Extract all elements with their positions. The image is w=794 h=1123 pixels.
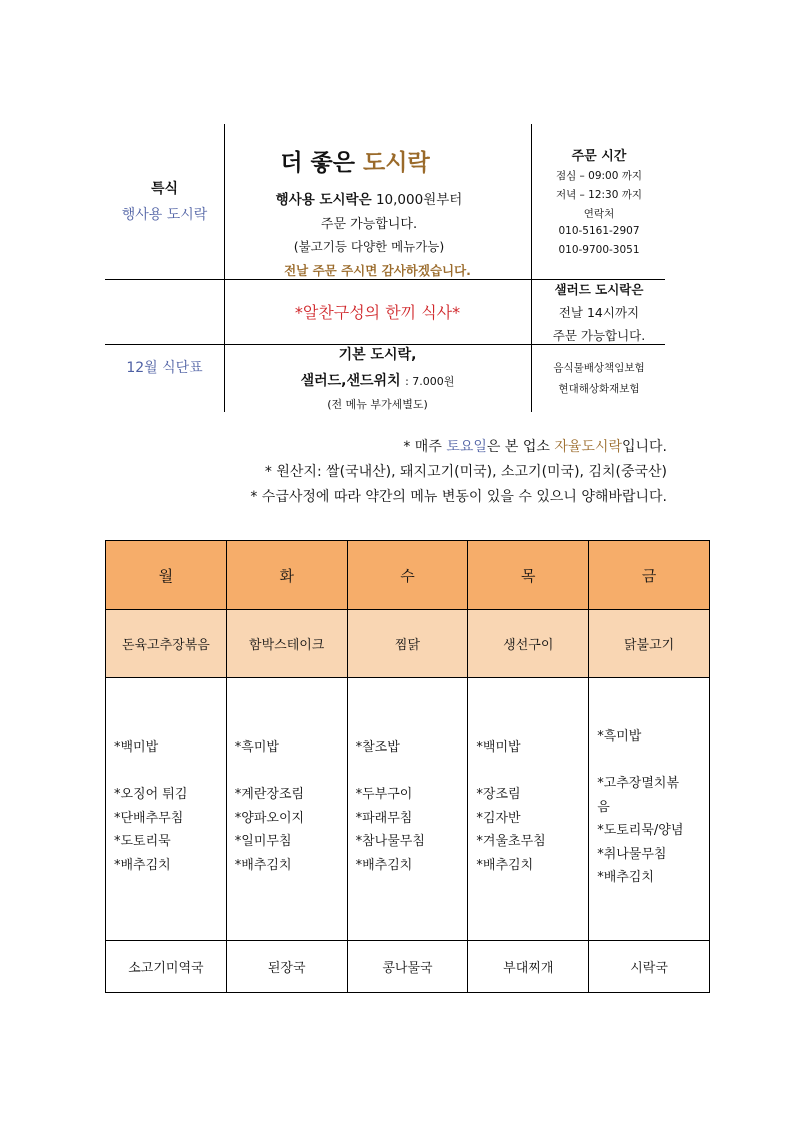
basic-price-line [224, 370, 531, 390]
side-dish: *배추김치 [114, 857, 171, 873]
event-price-line [224, 188, 514, 208]
side-dish: *배추김치 [234, 857, 292, 873]
main-dish-row [106, 610, 710, 678]
rice: *흑미밥 [234, 740, 279, 755]
side-dish: *두부구이 [355, 787, 413, 802]
side-dish: *파래무침 [355, 810, 413, 826]
side-dish: *도토리묵 [114, 834, 171, 849]
december-menu-label: 12월 식단표 [126, 360, 203, 376]
insurance-2: 현대해상화재보험 [558, 383, 640, 395]
main-dish: 함박스테이크 [226, 610, 347, 678]
side-dish: *배추김치 [355, 857, 413, 873]
soup: 시락국 [589, 941, 710, 993]
soup: 콩나물국 [347, 941, 468, 993]
side-dish: *배추김치 [476, 857, 534, 873]
order-hours-title: 주문 시간 [571, 149, 627, 164]
side-dish: *겨울초무침 [476, 834, 546, 849]
brand-title-b: 도시락 [363, 150, 430, 176]
side-dish-cell [226, 678, 347, 941]
side-dish: *오징어 튀김 [114, 787, 188, 802]
menu-variety-text: (불고기등 다양한 메뉴가능) [293, 239, 445, 254]
soup: 소고기미역국 [106, 941, 227, 993]
day-header-row [106, 541, 710, 610]
change-notice: * 수급사정에 따라 약간의 메뉴 변동이 있을 수 있으니 양해바랍니다. [250, 489, 667, 505]
side-dish-row [106, 678, 710, 941]
main-dish: 생선구이 [468, 610, 589, 678]
event-price-label: 행사용 도시락은 [275, 192, 372, 208]
event-price-value: 10,000원부터 [375, 192, 463, 208]
brand-title-a: 더 좋은 [280, 150, 355, 176]
side-dish: *취나물무침 [597, 846, 667, 862]
salad-notice-1: 샐러드 도시락은 [554, 282, 644, 297]
side-dish: *참나물무침 [355, 834, 425, 849]
lunch-deadline: 점심 – 09:00 까지 [555, 170, 643, 182]
brand-title [224, 144, 486, 177]
soup-row [106, 941, 710, 993]
rice: *백미밥 [114, 740, 159, 755]
side-dish-cell [589, 678, 710, 941]
self-lunchbox-highlight: 자율도시락 [554, 439, 622, 455]
side-dish-cell [347, 678, 468, 941]
thanks-text: 전날 주문 주시면 감사하겠습니다. [284, 263, 471, 278]
notice-part: 은 본 업소 [486, 439, 550, 455]
day-thu: 목 [468, 541, 589, 610]
side-dish-cell [468, 678, 589, 941]
contact-label: 연락처 [583, 208, 615, 220]
special-label: 특식 [150, 181, 179, 197]
event-lunchbox-label: 행사용 도시락 [121, 207, 208, 223]
side-dish: *장조림 [476, 787, 521, 802]
side-dish: *양파오이지 [234, 810, 305, 826]
notice-part: * 매주 [403, 439, 442, 455]
side-dish: 음 [597, 799, 610, 815]
dinner-deadline: 저녁 – 12:30 까지 [555, 189, 643, 201]
divider [531, 124, 532, 412]
main-dish: 돈육고추장볶음 [106, 610, 227, 678]
day-tue: 화 [226, 541, 347, 610]
origin-notice: * 원산지: 쌀(국내산), 돼지고기(미국), 소고기(미국), 김치(중국산) [264, 464, 667, 480]
main-dish: 찜닭 [347, 610, 468, 678]
slogan: *알찬구성의 한끼 식사* [294, 303, 461, 322]
order-available-text: 주문 가능합니다. [320, 217, 418, 232]
salad-notice-2: 전날 14시까지 [558, 305, 640, 320]
rice: *찰조밥 [355, 740, 400, 755]
basic-items: 샐러드,샌드위치 [300, 373, 401, 389]
vat-note: (전 메뉴 부가세별도) [327, 398, 428, 411]
side-dish: *고추장멸치볶 [597, 776, 680, 791]
insurance-1: 음식물배상책임보험 [553, 362, 645, 374]
side-dish: *단배추무침 [114, 810, 184, 826]
rice: *흑미밥 [597, 729, 642, 744]
day-fri: 금 [589, 541, 710, 610]
basic-price: : 7.000원 [405, 375, 455, 388]
weekly-menu-table [105, 540, 710, 993]
side-dish: *일미무침 [234, 834, 292, 849]
saturday-notice [403, 436, 667, 456]
day-wed: 수 [347, 541, 468, 610]
phone-2[interactable]: 010-9700-3051 [558, 244, 640, 256]
phone-1[interactable]: 010-5161-2907 [558, 225, 640, 237]
notice-part: 입니다. [621, 439, 667, 455]
side-dish: *계란장조림 [234, 787, 305, 802]
day-mon: 월 [106, 541, 227, 610]
main-dish: 닭불고기 [589, 610, 710, 678]
salad-notice-3: 주문 가능합니다. [552, 328, 646, 343]
saturday-highlight: 토요일 [446, 439, 487, 455]
side-dish-cell [106, 678, 227, 941]
side-dish: *도토리묵/양념 [597, 823, 684, 838]
soup: 부대찌개 [468, 941, 589, 993]
side-dish: *김자반 [476, 810, 521, 826]
soup: 된장국 [226, 941, 347, 993]
basic-lunchbox-text: 기본 도시락, [338, 347, 417, 363]
side-dish: *배추김치 [597, 870, 654, 885]
rice: *백미밥 [476, 740, 521, 755]
